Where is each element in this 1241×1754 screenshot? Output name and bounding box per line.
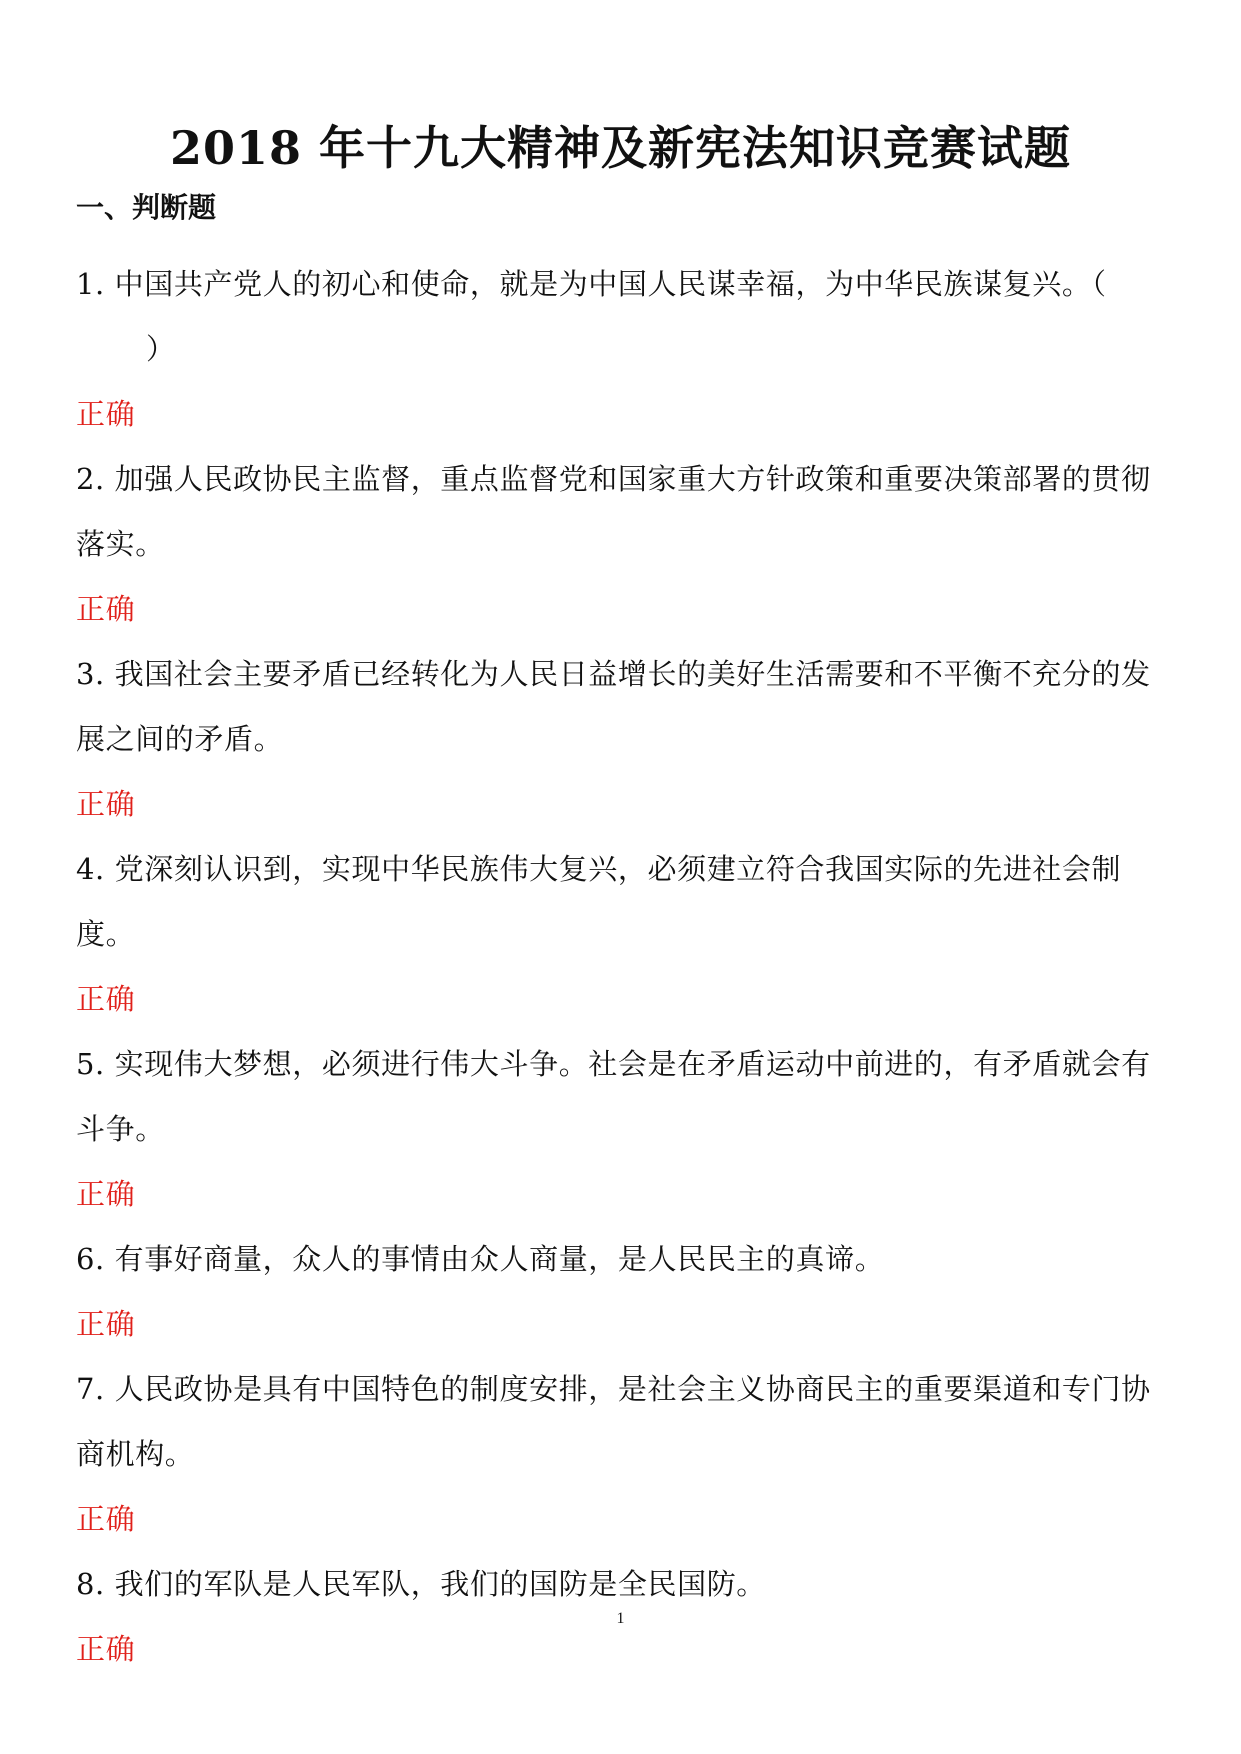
document-title: 2018 年十九大精神及新宪法知识竞赛试题: [169, 121, 1072, 175]
question-1-text: 1. 中国共产党人的初心和使命，就是为中国人民谋幸福，为中华民族谋复兴。（: [76, 267, 1107, 301]
question-5: 5. 实现伟大梦想，必须进行伟大斗争。社会是在矛盾运动中前进的，有矛盾就会有斗争。: [76, 1047, 1151, 1146]
answer-3: 正确: [76, 787, 136, 821]
answer-7: 正确: [76, 1502, 136, 1536]
answer-8: 正确: [76, 1632, 136, 1666]
page-number: 1: [616, 1610, 625, 1627]
question-1-close: ）: [146, 332, 176, 366]
question-8: 8. 我们的军队是人民军队，我们的国防是全民国防。: [76, 1567, 766, 1601]
answer-6: 正确: [76, 1307, 136, 1341]
answer-1: 正确: [76, 397, 136, 431]
answer-4: 正确: [76, 982, 136, 1016]
answer-5: 正确: [76, 1177, 136, 1211]
question-3: 3. 我国社会主要矛盾已经转化为人民日益增长的美好生活需要和不平衡不充分的发展之间的矛盾。: [76, 657, 1151, 756]
question-4: 4. 党深刻认识到，实现中华民族伟大复兴，必须建立符合我国实际的先进社会制度。: [76, 852, 1122, 951]
question-1: [76, 252, 1166, 382]
question-6: 6. 有事好商量，众人的事情由众人商量，是人民民主的真谛。: [76, 1242, 885, 1276]
answer-2: 正确: [76, 592, 136, 626]
question-2: 2. 加强人民政协民主监督，重点监督党和国家重大方针政策和重要决策部署的贯彻落实。: [76, 462, 1151, 561]
question-7: 7. 人民政协是具有中国特色的制度安排，是社会主义协商民主的重要渠道和专门协商机构。: [76, 1372, 1151, 1471]
question-list: [76, 252, 1166, 1682]
section-heading: 一、判断题: [76, 191, 217, 224]
